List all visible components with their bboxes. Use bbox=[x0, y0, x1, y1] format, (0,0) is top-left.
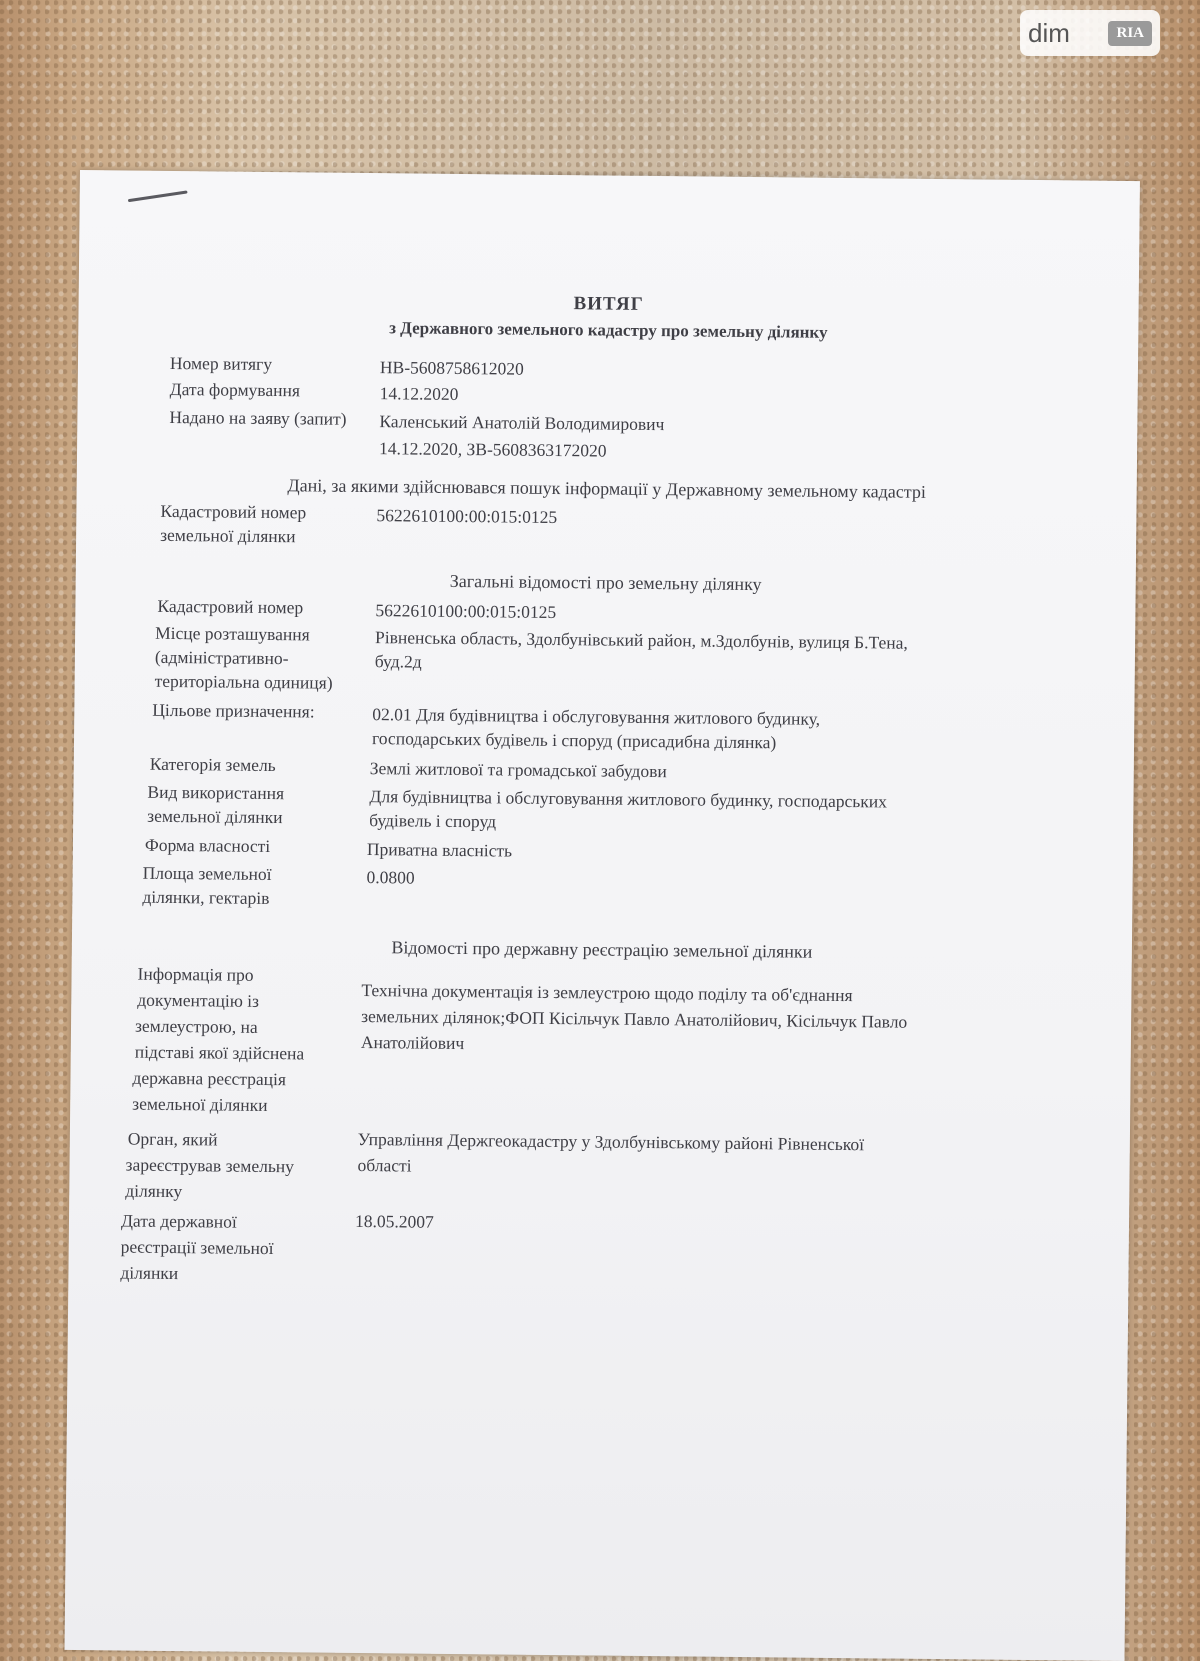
cadastral-number-label: Кадастровий номер bbox=[157, 595, 304, 618]
purpose-label: Цільове призначення: bbox=[152, 699, 315, 722]
document-title: ВИТЯГ bbox=[573, 293, 644, 315]
documentation-value-line: Технічна документація із землеустрою щодо поділу та об'єднання bbox=[361, 979, 853, 1006]
location-label-line: (адміністративно- bbox=[154, 646, 289, 669]
usage-type-label-line: Вид використання bbox=[147, 781, 285, 804]
area-value: 0.0800 bbox=[366, 867, 415, 888]
cadastral-number-value: 5622610100:00:015:0125 bbox=[375, 600, 557, 623]
search-label-line: земельної ділянки bbox=[160, 524, 296, 547]
staple-mark bbox=[128, 190, 188, 202]
documentation-label-line: Інформація про bbox=[137, 963, 254, 985]
extract-number-label: Номер витягу bbox=[169, 352, 273, 375]
registering-authority-label-line: зареєстрував земельну bbox=[125, 1154, 295, 1177]
search-label-line: Кадастровий номер bbox=[160, 500, 307, 523]
request-applicant-value: Каленський Анатолій Володимирович bbox=[379, 411, 665, 435]
purpose-value-line: 02.01 Для будівництва і обслуговування житлового будинку, bbox=[372, 704, 821, 729]
watermark-text: dim bbox=[1028, 17, 1070, 48]
usage-type-label-line: земельної ділянки bbox=[147, 805, 283, 828]
watermark-badge: RIA bbox=[1108, 21, 1152, 46]
documentation-value-line: земельних ділянок;ФОП Кісільчук Павло Анатолійович, Кісільчук Павло bbox=[361, 1005, 908, 1032]
registering-authority-value-line: області bbox=[357, 1154, 412, 1176]
registration-section-title: Відомості про державну реєстрацію земельної ділянки bbox=[391, 937, 813, 962]
documentation-label-line: земельної ділянки bbox=[132, 1093, 268, 1116]
land-category-label: Категорія земель bbox=[149, 753, 276, 776]
formation-date-value: 14.12.2020 bbox=[379, 383, 459, 404]
purpose-value-line: господарських будівель і споруд (присадибна ділянка) bbox=[371, 728, 777, 753]
location-label-line: територіальна одиниця) bbox=[154, 670, 333, 693]
documentation-label-line: державна реєстрація bbox=[132, 1067, 287, 1090]
dim-ria-watermark bbox=[1020, 10, 1160, 56]
registering-authority-label-line: ділянку bbox=[125, 1180, 183, 1202]
document-subtitle: з Державного земельного кадастру про земельну ділянку bbox=[389, 318, 828, 342]
general-section-title: Загальні відомості про земельну ділянку bbox=[449, 570, 762, 595]
location-value-line: Рівненська область, Здолбунівський район, м.Здолбунів, вулиця Б.Тена, bbox=[375, 627, 908, 653]
request-label: Надано на заяву (запит) bbox=[169, 406, 347, 429]
request-number-value: 14.12.2020, ЗВ-5608363172020 bbox=[378, 438, 607, 461]
registration-date-value: 18.05.2007 bbox=[354, 1210, 434, 1232]
usage-type-value-line: будівель і споруд bbox=[369, 810, 497, 832]
ownership-form-value: Приватна власність bbox=[366, 839, 513, 861]
document-page bbox=[65, 170, 1140, 1661]
usage-type-value-line: Для будівництва і обслуговування житлового будинку, господарських bbox=[369, 786, 888, 812]
area-label-line: Площа земельної bbox=[142, 862, 272, 885]
search-section-title: Дані, за якими здійснювався пошук інформації у Державному земельному кадастрі bbox=[287, 475, 927, 502]
registration-date-label-line: Дата державної bbox=[120, 1210, 237, 1232]
search-cadastral-number-value: 5622610100:00:015:0125 bbox=[376, 505, 558, 528]
land-category-value: Землі житлової та громадської забудови bbox=[369, 758, 667, 782]
registering-authority-label-line: Орган, який bbox=[127, 1128, 218, 1150]
registration-date-label-line: ділянки bbox=[120, 1262, 179, 1284]
formation-date-label: Дата формування bbox=[169, 378, 301, 401]
location-label-line: Місце розташування bbox=[155, 622, 310, 645]
ownership-form-label: Форма власності bbox=[144, 834, 271, 857]
documentation-label-line: землеустрою, на bbox=[134, 1015, 258, 1037]
registering-authority-value-line: Управління Держгеокадастру у Здолбунівському районі Рівненської bbox=[357, 1128, 865, 1155]
documentation-label-line: документацію із bbox=[137, 989, 260, 1011]
area-label-line: ділянки, гектарів bbox=[142, 886, 270, 909]
documentation-label-line: підставі якої здійснена bbox=[134, 1041, 305, 1064]
extract-number-value: НВ-5608758612020 bbox=[379, 357, 524, 379]
documentation-value-line: Анатолійович bbox=[360, 1031, 465, 1054]
registration-date-label-line: реєстрації земельної bbox=[120, 1236, 274, 1259]
location-value-line: буд.2д bbox=[374, 651, 422, 672]
